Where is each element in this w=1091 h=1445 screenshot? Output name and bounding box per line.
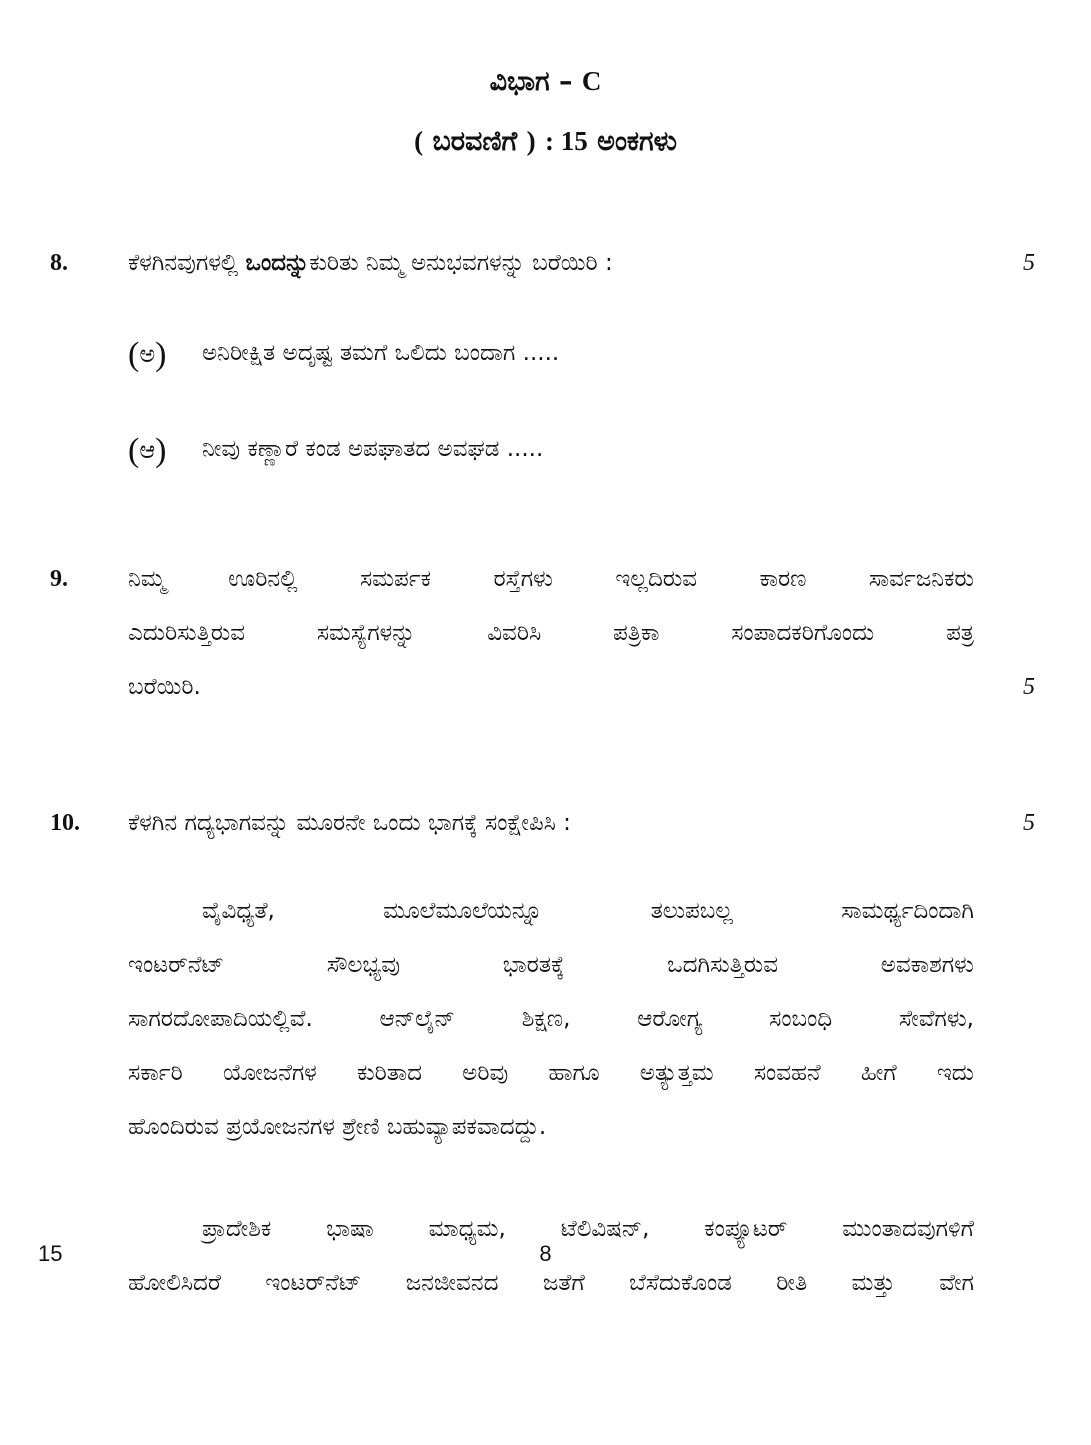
word: ತಲುಪಬಲ್ಲ xyxy=(650,898,733,924)
word: ಸಂವಹನೆ xyxy=(753,1060,821,1086)
word: ಒದಗಿಸುತ್ತಿರುವ xyxy=(667,952,778,978)
word: ಇಂಟರ್‌ನೆಟ್ xyxy=(265,1270,362,1296)
word: ವೇಗ xyxy=(939,1270,974,1296)
section-title-text: ವಿಭಾಗ – xyxy=(489,66,573,97)
question-10-text: ಕೆಳಗಿನ ಗದ್ಯಭಾಗವನ್ನು ಮೂರನೇ ಒಂದು ಭಾಗಕ್ಕೆ ಸಂಕ್ಷೇಪಿಸಿ : xyxy=(128,810,571,836)
word: ಅವಕಾಶಗಳು xyxy=(880,952,974,978)
question-8-marks: 5 xyxy=(1023,250,1035,276)
word: ಜತೆಗೆ xyxy=(542,1270,585,1296)
question-9-line-3: ಬರೆಯಿರಿ. xyxy=(128,674,201,700)
word: ಮತ್ತು xyxy=(851,1270,895,1296)
word: ಸಮಸ್ಯೆಗಳನ್ನು xyxy=(316,620,416,646)
passage-1-line-2 xyxy=(128,938,974,992)
subtitle-marks: : 15 xyxy=(545,126,588,156)
word: ಸರ್ಕಾರಿ xyxy=(128,1060,183,1086)
question-9-number: 9. xyxy=(50,566,68,592)
word: ಸಾರ್ವಜನಿಕರು xyxy=(868,566,974,592)
question-9-line-1 xyxy=(128,552,974,606)
word: ರಸ್ತೆಗಳು xyxy=(493,566,553,592)
passage-1-line-4 xyxy=(128,1046,974,1100)
option-a-letter: ಅ xyxy=(139,340,156,368)
passage-1-line-1 xyxy=(202,884,974,938)
section-title-letter: C xyxy=(581,66,602,96)
word: ಇದು xyxy=(936,1060,974,1086)
subtitle-unit: ಅಂಕಗಳು xyxy=(597,126,677,157)
word: ಟೆಲಿವಿಷನ್, xyxy=(560,1216,650,1242)
word: ಸಾಗರದೋಪಾದಿಯಲ್ಲಿವೆ. xyxy=(128,1006,313,1032)
passage-paragraph-1 xyxy=(128,884,974,1154)
passage-1-line-5: ಹೊಂದಿರುವ ಪ್ರಯೋಜನಗಳ ಶ್ರೇಣಿ ಬಹುವ್ಯಾಪಕವಾದದ್ದು. xyxy=(128,1114,547,1140)
word: ಮೂಲೆಮೂಲೆಯನ್ನೂ xyxy=(383,898,543,924)
question-8-text-bold: ಒಂದನ್ನು xyxy=(245,250,310,276)
word: ವಿವರಿಸಿ xyxy=(487,620,542,646)
word: ಯೋಜನೆಗಳ xyxy=(222,1060,317,1086)
word: ಕಂಪ್ಯೂಟರ್ xyxy=(704,1216,788,1242)
question-10-number: 10. xyxy=(50,810,80,836)
word: ಊರಿನಲ್ಲಿ xyxy=(228,566,298,592)
word: ರೀತಿ xyxy=(776,1270,808,1296)
footer-code: 15 xyxy=(38,1241,63,1266)
word: ಎದುರಿಸುತ್ತಿರುವ xyxy=(128,620,246,646)
word: ಪತ್ರಿಕಾ xyxy=(613,620,660,646)
question-8-option-a-label: (ಅ) xyxy=(128,336,167,373)
question-9-marks: 5 xyxy=(1023,674,1035,700)
word: ಹೀಗೆ xyxy=(860,1060,897,1086)
word: ಶಿಕ್ಷಣ, xyxy=(521,1006,571,1032)
word: ಸಮರ್ಪಕ xyxy=(359,566,432,592)
word: ಅರಿವು xyxy=(462,1060,509,1086)
passage-1-line-3 xyxy=(128,992,974,1046)
question-8-text-pre: ಕೆಳಗಿನವುಗಳಲ್ಲಿ xyxy=(128,250,239,276)
section-subtitle xyxy=(0,126,1091,158)
subtitle-close-paren: ) xyxy=(526,126,536,156)
word: ಮಾಧ್ಯಮ, xyxy=(428,1216,506,1242)
subtitle-text: ಬರವಣಿಗೆ xyxy=(432,126,518,157)
question-8-option-b-text: ನೀವು ಕಣ್ಣಾರೆ ಕಂಡ ಅಪಘಾತದ ಅವಘಡ ..... xyxy=(202,436,544,462)
question-8-text xyxy=(128,236,974,290)
question-8-option-b-label: (ಆ) xyxy=(128,432,167,469)
word: ನಿಮ್ಮ xyxy=(128,566,166,592)
word: ಸಾಮರ್ಥ್ಯದಿಂದಾಗಿ xyxy=(841,898,974,924)
word: ಭಾರತಕ್ಕೆ xyxy=(502,952,565,978)
word: ಇಲ್ಲದಿರುವ xyxy=(615,566,698,592)
word: ಸಂಪಾದಕರಿಗೊಂದು xyxy=(731,620,875,646)
word: ಕಾರಣ xyxy=(759,566,807,592)
word: ಹಾಗೂ xyxy=(548,1060,600,1086)
word: ಪತ್ರ xyxy=(946,620,974,646)
word: ಜನಜೀವನದ xyxy=(405,1270,499,1296)
word: ಭಾಷಾ xyxy=(326,1216,374,1242)
word: ಹೋಲಿಸಿದರೆ xyxy=(128,1270,221,1296)
word: ಬೆಸೆದುಕೊಂಡ xyxy=(629,1270,732,1296)
word: ಸಂಬಂಧಿ xyxy=(769,1006,833,1032)
section-title xyxy=(0,66,1091,98)
word: ಸೌಲಭ್ಯವು xyxy=(326,952,401,978)
question-9-line-2 xyxy=(128,606,974,660)
word: ವೈವಿಧ್ಯತೆ, xyxy=(202,898,275,924)
question-9-text xyxy=(128,552,974,714)
word: ಕುರಿತಾದ xyxy=(357,1060,422,1086)
word: ಆರೋಗ್ಯ xyxy=(637,1006,703,1032)
question-8-text-post: ಕುರಿತು ನಿಮ್ಮ ಅನುಭವಗಳನ್ನು ಬರೆಯಿರಿ : xyxy=(309,250,613,276)
question-8-option-a-text: ಅನಿರೀಕ್ಷಿತ ಅದೃಷ್ಟ ತಮಗೆ ಒಲಿದು ಬಂದಾಗ ..... xyxy=(202,340,560,366)
word: ಮುಂತಾದವುಗಳಿಗೆ xyxy=(842,1216,974,1242)
page-number: 8 xyxy=(539,1241,552,1266)
word: ಆನ್‌ಲೈನ್ xyxy=(379,1006,455,1032)
subtitle-open-paren: ( xyxy=(414,126,424,156)
question-10-marks: 5 xyxy=(1023,810,1035,836)
question-8-number: 8. xyxy=(50,250,68,276)
option-b-letter: ಆ xyxy=(139,436,156,464)
word: ಸೇವೆಗಳು, xyxy=(898,1006,974,1032)
word: ಅತ್ಯುತ್ತಮ xyxy=(639,1060,714,1086)
word: ಪ್ರಾದೇಶಿಕ xyxy=(202,1216,272,1242)
word: ಇಂಟರ್‌ನೆಟ್ xyxy=(128,952,225,978)
